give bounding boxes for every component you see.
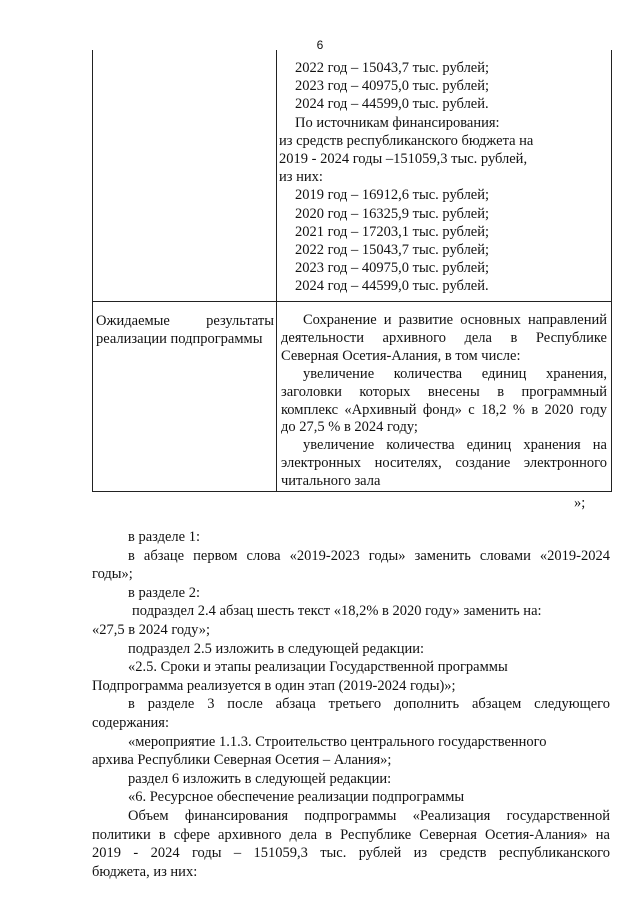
- financing-line: из средств республиканского бюджета на: [279, 132, 534, 149]
- column-divider: [276, 50, 277, 491]
- paragraph-line: в разделе 1:: [128, 529, 201, 545]
- results-line: Сохранение и развитие основных направлений: [303, 312, 607, 328]
- financing-line: 2024 год – 44599,0 тыс. рублей.: [295, 278, 489, 295]
- results-line: увеличение количества единиц хранения на: [303, 437, 607, 454]
- paragraph-line: в разделе 2:: [128, 584, 201, 601]
- paragraph-line: Подпрограмма реализуется в один этап (2019-2024 годы)»;: [92, 677, 456, 694]
- paragraph-line: «6. Ресурсное обеспечение реализации подпрограммы: [128, 789, 465, 806]
- label-line: Ожидаемые результаты: [96, 313, 274, 329]
- financing-line: 2020 год – 16325,9 тыс. рублей;: [295, 205, 490, 222]
- paragraph-line: «мероприятие 1.1.3. Строительство центрального государственного: [128, 733, 547, 750]
- financing-line: 2022 год – 15043,7 тыс. рублей;: [295, 60, 490, 76]
- paragraph-line: 2019 - 2024 годы – 151059,3 тыс. рублей из средств республиканского: [92, 845, 610, 862]
- label-line: реализации подпрограммы: [96, 331, 263, 348]
- financing-line: 2022 год – 15043,7 тыс. рублей;: [295, 242, 490, 259]
- paragraph-line: в абзаце первом слова «2019-2023 годы» заменить словами «2019-2024: [128, 547, 610, 564]
- paragraph-line: архива Республики Северная Осетия – Алания»;: [92, 752, 392, 769]
- paragraph-line: годы»;: [92, 566, 133, 583]
- closing-quote: »;: [574, 495, 586, 511]
- paragraph-line: бюджета, из них:: [92, 863, 198, 880]
- paragraph-line: «27,5 в 2024 году»;: [92, 621, 211, 638]
- results-line: до 27,5 % в 2024 году;: [281, 419, 418, 436]
- row-divider: [93, 301, 611, 302]
- financing-line: 2021 год – 17203,1 тыс. рублей;: [295, 223, 490, 240]
- paragraph-line: политики в сфере архивного дела в Республике Северная Осетия-Алания» на: [92, 826, 610, 843]
- results-line: электронных носителях, создание электронного: [281, 455, 607, 472]
- paragraph-line: Объем финансирования подпрограммы «Реализация государственной: [128, 807, 610, 824]
- paragraph-line: содержания:: [92, 714, 170, 731]
- paragraph-line: раздел 6 изложить в следующей редакции:: [128, 770, 392, 787]
- paragraph-line: в разделе 3 после абзаца третьего дополнить абзацем следующего: [128, 696, 610, 713]
- amendment-text: [92, 528, 610, 881]
- paragraph-line: «2.5. Сроки и этапы реализации Государственной программы: [128, 659, 508, 676]
- page-number: 6: [316, 38, 324, 52]
- financing-line: из них:: [279, 169, 323, 186]
- paragraph-line: подраздел 2.5 изложить в следующей редакции:: [128, 640, 425, 657]
- results-line: читального зала: [281, 473, 381, 490]
- financing-line: 2019 - 2024 годы –151059,3 тыс. рублей,: [279, 151, 528, 168]
- results-line: Северная Осетия-Алания, в том числе:: [281, 347, 521, 364]
- results-line: увеличение количества единиц хранения,: [303, 365, 607, 382]
- results-line: деятельности архивного дела в Республике: [281, 329, 607, 346]
- expected-results-label: [96, 312, 274, 349]
- results-line: заголовки которых внесены в программный: [281, 383, 607, 400]
- expected-results-cell: [281, 312, 607, 491]
- financing-line: 2023 год – 40975,0 тыс. рублей;: [295, 78, 490, 95]
- financing-line: 2023 год – 40975,0 тыс. рублей;: [295, 260, 490, 277]
- financing-line: 2019 год – 16912,6 тыс. рублей;: [295, 187, 490, 204]
- financing-line: По источникам финансирования:: [295, 114, 500, 131]
- subprogram-passport-table: [92, 50, 612, 492]
- results-line: комплекс «Архивный фонд» с 18,2 % в 2020 году: [281, 401, 607, 418]
- paragraph-line: подраздел 2.4 абзац шесть текст «18,2% в 2020 году» заменить на:: [132, 603, 542, 620]
- financing-cell: [279, 59, 609, 296]
- financing-line: 2024 год – 44599,0 тыс. рублей.: [295, 96, 489, 113]
